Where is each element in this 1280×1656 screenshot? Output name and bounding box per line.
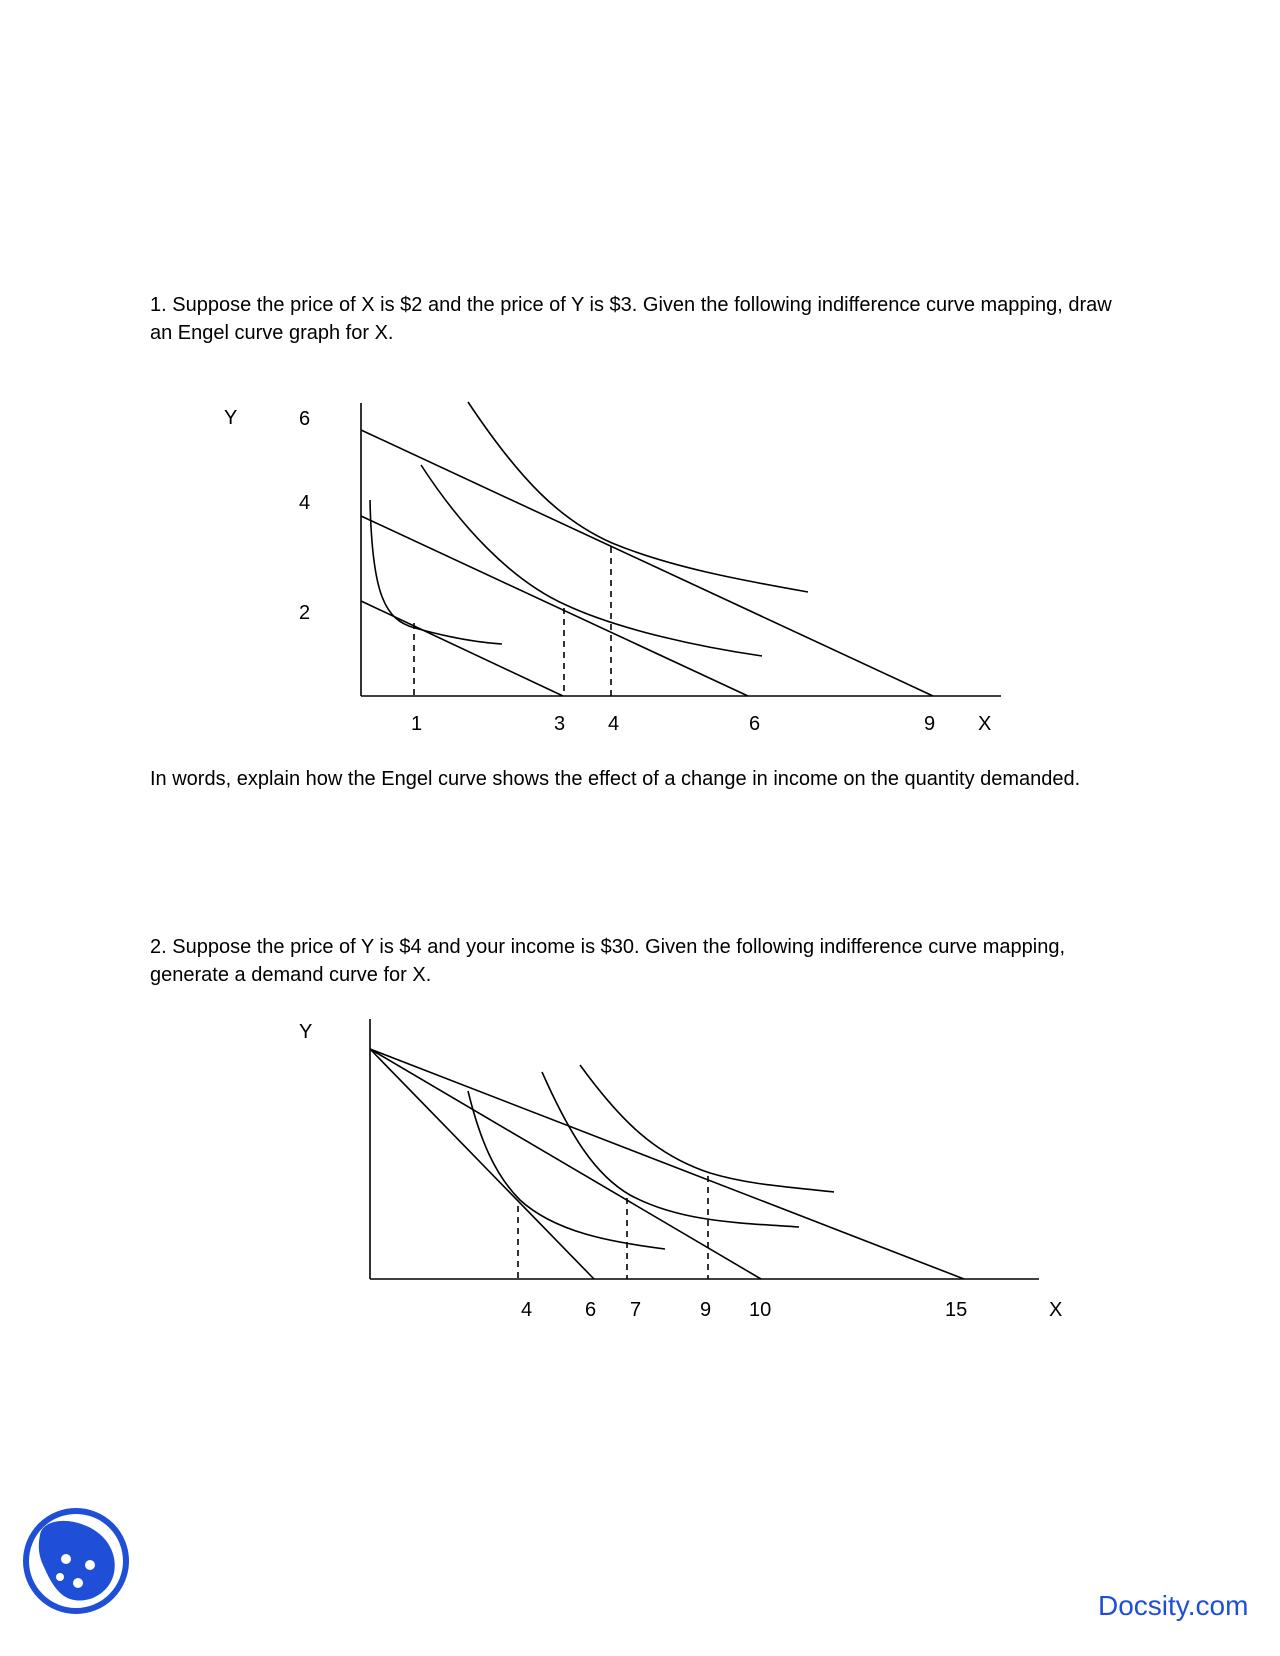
graph2-indifference-curve-3	[580, 1065, 834, 1192]
graph1-x-tick-4: 4	[608, 713, 620, 735]
indifference-curve-graph-2	[0, 1010, 1280, 1340]
graph2-x-tick-15: 15	[945, 1299, 968, 1321]
docsity-brand-text[interactable]: Docsity.com	[1098, 1590, 1249, 1621]
graph1-budget-line-mid	[361, 516, 748, 696]
graph2-x-tick-6: 6	[585, 1299, 597, 1321]
graph2-x-tick-7: 7	[630, 1299, 642, 1321]
docsity-logo-icon	[22, 1507, 130, 1615]
graph2-x-tick-4: 4	[521, 1299, 533, 1321]
graph1-indifference-curve-2	[421, 465, 762, 656]
graph1-x-tick-3: 3	[554, 713, 566, 735]
graph1-x-axis-label: X	[978, 713, 992, 735]
graph2-x-tick-10: 10	[749, 1299, 772, 1321]
graph2-budget-line-steep	[370, 1049, 594, 1279]
graph1-x-tick-6: 6	[749, 713, 761, 735]
graph1-budget-line-low	[361, 601, 563, 696]
graph1-x-tick-1: 1	[411, 713, 423, 735]
graph1-budget-line-high	[361, 430, 933, 696]
graph2-indifference-curve-1	[468, 1091, 665, 1249]
graph1-x-tick-9: 9	[924, 713, 936, 735]
graph2-x-axis-label: X	[1049, 1299, 1063, 1321]
graph1-y-tick-2: 2	[299, 602, 311, 624]
graph1-y-axis-label: Y	[224, 407, 238, 429]
graph1-indifference-curve-3	[468, 402, 808, 592]
indifference-curve-graph-1	[0, 395, 1280, 735]
graph2-y-axis-label: Y	[299, 1021, 313, 1043]
graph2-budget-line-flat	[370, 1049, 964, 1279]
graph1-y-tick-4: 4	[299, 492, 311, 514]
graph2-indifference-curve-2	[542, 1072, 799, 1227]
graph1-y-tick-6: 6	[299, 408, 311, 430]
question-1-followup: In words, explain how the Engel curve shows the effect of a change in income on the quantity demanded.	[150, 768, 1081, 790]
graph2-x-tick-9: 9	[700, 1299, 712, 1321]
question-2-prompt: 2. Suppose the price of Y is $4 and your income is $30. Given the following indifference curve mapping, generate a demand curve for X.	[150, 936, 1065, 986]
question-1-prompt: 1. Suppose the price of X is $2 and the price of Y is $3. Given the following indifference curve mapping, draw an Engel curve graph for X.	[150, 294, 1112, 344]
graph2-budget-line-mid	[370, 1049, 761, 1279]
